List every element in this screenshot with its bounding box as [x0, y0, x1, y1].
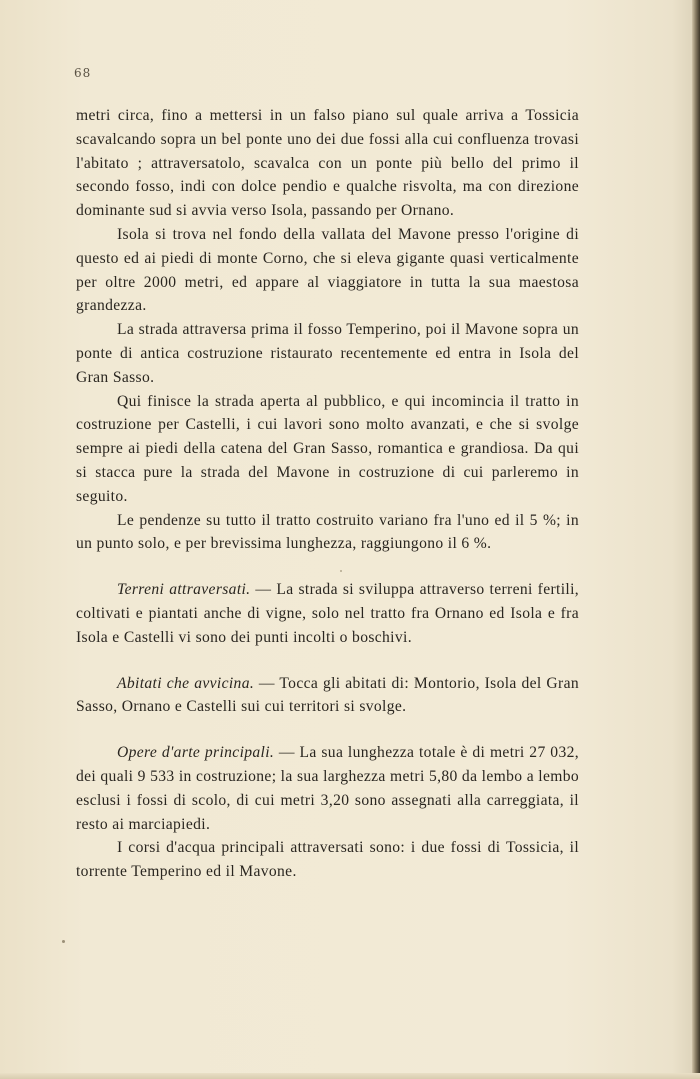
page-bottom-edge [0, 1073, 700, 1079]
section-abitati [76, 672, 579, 720]
body-text [76, 104, 579, 884]
book-spine-shadow [692, 0, 700, 1079]
section-terreni [76, 578, 579, 649]
paragraph-continuation: metri circa, fino a mettersi in un falso piano sul quale arriva a Tossicia scavalcando sopra un bel ponte uno dei due fossi alla cui confluenza trovasi l'abitato ; attraversatolo, scavalca con un ponte più bello del primo il secondo fosso, indi con dolce pendio e qualche risvolta, ma con direzione dominante sud si avvia verso Isola, passando per Ornano. [76, 107, 579, 220]
section-text-opere: — La sua lunghezza totale è di metri 27 032, dei quali 9 533 in costruzione; la sua larghezza metri 5,80 da lembo a lembo esclusi i fossi di scolo, di cui metri 3,20 sono assegnati alla carreggiata, il resto ai marciapiedi. [76, 744, 579, 833]
section-heading-opere: Opere d'arte principali. [117, 744, 275, 762]
section-text-terreni: — La strada si sviluppa attraverso terreni fertili, coltivati e piantati anche di vigne, solo nel tratto fra Ornano ed Isola e fra Isola e Castelli vi sono dei punti incolti o boschivi. [76, 581, 580, 646]
section-heading-terreni: Terreni attraversati. [117, 581, 251, 599]
section-opere [76, 741, 579, 836]
paragraph-corsi-acqua: I corsi d'acqua principali attraversati sono: i due fossi di Tossicia, il torrente Temperino ed il Mavone. [76, 839, 579, 881]
paragraph-pendenze: Le pendenze su tutto il tratto costruito variano fra l'uno ed il 5 %; in un punto solo, e per brevissima lunghezza, raggiungono il 6 %. [76, 511, 579, 553]
paragraph-qui-finisce: Qui finisce la strada aperta al pubblico, e qui incomincia il tratto in costruzione per Castelli, i cui lavori sono molto avanzati, e che si svolge sempre ai piedi della catena del Gran Sasso, romantica e grandiosa. Da qui si stacca pure la strada del Mavone in costruzione di cui parleremo in seguito. [76, 392, 579, 505]
section-text-abitati: — Tocca gli abitati di: Montorio, Isola del Gran Sasso, Ornano e Castelli sui cui territori si svolge. [76, 674, 580, 716]
paragraph-strada-attraversa: La strada attraversa prima il fosso Temperino, poi il Mavone sopra un ponte di antica costruzione ristaurato recentemente ed entra in Isola del Gran Sasso. [76, 321, 579, 386]
ink-speck [62, 940, 65, 943]
ink-speck [340, 570, 342, 572]
paragraph-isola: Isola si trova nel fondo della vallata del Mavone presso l'origine di questo ed ai piedi di monte Corno, che si eleva gigante quasi verticalmente per oltre 2000 metri, ed appare al viaggiatore in tutta la sua maestosa grandezza. [76, 225, 579, 315]
section-heading-abitati: Abitati che avvicina. [117, 674, 255, 692]
page-number: 68 [74, 66, 92, 80]
